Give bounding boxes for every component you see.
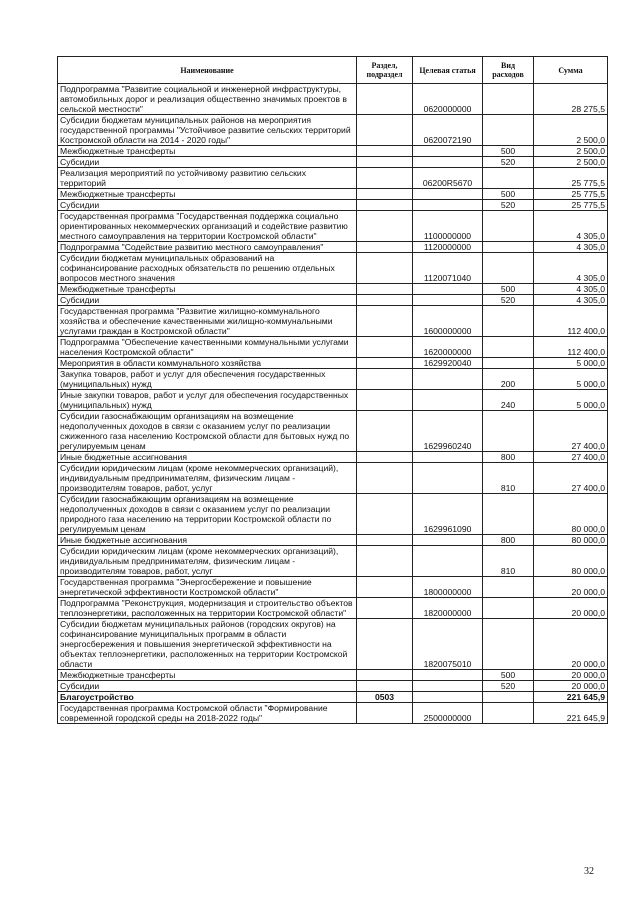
cell-section (357, 577, 413, 598)
cell-section (357, 168, 413, 189)
cell-article: 1629961090 (413, 494, 483, 535)
cell-name: Реализация мероприятий по устойчивому развитию сельских территорий (58, 168, 357, 189)
cell-sum: 112 400,0 (534, 337, 608, 358)
cell-section (357, 115, 413, 146)
cell-section (357, 242, 413, 253)
cell-type: 810 (483, 463, 534, 494)
header-section: Раздел, подраздел (357, 57, 413, 84)
cell-sum: 4 305,0 (534, 295, 608, 306)
cell-sum: 2 500,0 (534, 157, 608, 168)
cell-sum: 221 645,9 (534, 692, 608, 703)
cell-sum: 221 645,9 (534, 703, 608, 724)
table-row (58, 253, 608, 284)
budget-table (57, 56, 608, 724)
cell-name: Субсидии бюджетам муниципальных районов на мероприятия государственной программы "Устойчивое развитие сельских территорий Костромской области на 2014 - 2020 годы" (58, 115, 357, 146)
cell-article: 2500000000 (413, 703, 483, 724)
cell-article (413, 284, 483, 295)
table-header (58, 57, 608, 84)
cell-section (357, 390, 413, 411)
cell-type (483, 242, 534, 253)
cell-type: 520 (483, 157, 534, 168)
cell-article: 0620000000 (413, 84, 483, 115)
cell-name: Субсидии газоснабжающим организациям на возмещение недополученных доходов в связи с оказанием услуг по реализации природного газа населению на территории Костромской области по регулируемым ценам (58, 494, 357, 535)
cell-sum: 28 275,5 (534, 84, 608, 115)
table-row (58, 670, 608, 681)
cell-name: Субсидии бюджетам муниципальных образований на софинансирование расходных обязательств по решению отдельных вопросов местного значения (58, 253, 357, 284)
cell-type: 500 (483, 189, 534, 200)
cell-name: Субсидии (58, 681, 357, 692)
cell-name: Иные бюджетные ассигнования (58, 452, 357, 463)
cell-type (483, 253, 534, 284)
cell-name: Субсидии газоснабжающим организациям на возмещение недополученных доходов в связи с оказанием услуг по реализации сжиженного газа населению Костромской области для бытовых нужд по регулируемым ценам (58, 411, 357, 452)
cell-section (357, 253, 413, 284)
table-row (58, 84, 608, 115)
cell-sum: 80 000,0 (534, 494, 608, 535)
cell-article (413, 681, 483, 692)
cell-type (483, 577, 534, 598)
table-row (58, 369, 608, 390)
cell-type (483, 598, 534, 619)
cell-type: 240 (483, 390, 534, 411)
cell-sum: 27 400,0 (534, 452, 608, 463)
cell-section (357, 681, 413, 692)
table-row (58, 358, 608, 369)
table-row (58, 681, 608, 692)
cell-name: Субсидии юридическим лицам (кроме некоммерческих организаций), индивидуальным предпринимателям, физическим лицам - производителям товаров, работ, услуг (58, 463, 357, 494)
table-row (58, 337, 608, 358)
table-row (58, 284, 608, 295)
header-article: Целевая статья (413, 57, 483, 84)
cell-article (413, 692, 483, 703)
cell-name: Межбюджетные трансферты (58, 189, 357, 200)
cell-sum: 20 000,0 (534, 670, 608, 681)
cell-sum: 20 000,0 (534, 577, 608, 598)
cell-section: 0503 (357, 692, 413, 703)
table-row (58, 115, 608, 146)
cell-article (413, 535, 483, 546)
cell-section (357, 452, 413, 463)
page-number: 32 (584, 866, 594, 877)
cell-sum: 4 305,0 (534, 284, 608, 295)
cell-name: Субсидии (58, 200, 357, 211)
cell-type: 500 (483, 146, 534, 157)
cell-article: 1120071040 (413, 253, 483, 284)
cell-sum: 112 400,0 (534, 306, 608, 337)
cell-sum: 27 400,0 (534, 463, 608, 494)
table-row (58, 157, 608, 168)
cell-sum: 5 000,0 (534, 390, 608, 411)
cell-name: Субсидии бюджетам муниципальных районов (городских округов) на софинансирование муниципальных программ в области энергосбережения и повышения энергетической эффективности на объектах теплоэнергетики, расположенных на территории Костромской области (58, 619, 357, 670)
cell-name: Закупка товаров, работ и услуг для обеспечения государственных (муниципальных) нужд (58, 369, 357, 390)
table-row (58, 577, 608, 598)
cell-article: 1629960240 (413, 411, 483, 452)
cell-section (357, 535, 413, 546)
cell-type (483, 337, 534, 358)
cell-name: Подпрограмма "Реконструкция, модернизация и строительство объектов теплоэнергетики, расположенных на территории Костромской области" (58, 598, 357, 619)
table-row (58, 535, 608, 546)
cell-article (413, 146, 483, 157)
cell-type (483, 692, 534, 703)
cell-section (357, 337, 413, 358)
cell-article: 1120000000 (413, 242, 483, 253)
cell-sum: 80 000,0 (534, 546, 608, 577)
cell-type (483, 306, 534, 337)
cell-section (357, 619, 413, 670)
cell-name: Субсидии (58, 157, 357, 168)
cell-article: 1100000000 (413, 211, 483, 242)
cell-name: Благоустройство (58, 692, 357, 703)
header-sum: Сумма (534, 57, 608, 84)
cell-article: 0620072190 (413, 115, 483, 146)
cell-name: Государственная программа "Энергосбережение и повышение энергетической эффективности Костромской области" (58, 577, 357, 598)
table-row (58, 168, 608, 189)
cell-name: Подпрограмма "Содействие развитию местного самоуправления" (58, 242, 357, 253)
cell-type (483, 494, 534, 535)
cell-type (483, 115, 534, 146)
cell-article: 1629920040 (413, 358, 483, 369)
cell-sum: 25 775,5 (534, 168, 608, 189)
table-row (58, 200, 608, 211)
cell-article (413, 390, 483, 411)
table-row (58, 390, 608, 411)
cell-article (413, 369, 483, 390)
table-row (58, 306, 608, 337)
cell-section (357, 211, 413, 242)
cell-article (413, 157, 483, 168)
cell-article (413, 200, 483, 211)
cell-type (483, 358, 534, 369)
cell-type: 500 (483, 284, 534, 295)
cell-sum: 2 500,0 (534, 115, 608, 146)
table-row (58, 692, 608, 703)
cell-name: Межбюджетные трансферты (58, 670, 357, 681)
header-name: Наименование (58, 57, 357, 84)
cell-sum: 4 305,0 (534, 242, 608, 253)
table-row (58, 211, 608, 242)
cell-type: 520 (483, 200, 534, 211)
cell-section (357, 146, 413, 157)
cell-sum: 5 000,0 (534, 358, 608, 369)
cell-name: Иные бюджетные ассигнования (58, 535, 357, 546)
cell-article (413, 295, 483, 306)
table-row (58, 546, 608, 577)
table-row (58, 463, 608, 494)
cell-section (357, 411, 413, 452)
cell-name: Государственная программа "Развитие жилищно-коммунального хозяйства и обеспечение качественными жилищно-коммунальными услугами граждан в Костромской области" (58, 306, 357, 337)
cell-name: Подпрограмма "Обеспечение качественными коммунальными услугами населения Костромской области" (58, 337, 357, 358)
table-row (58, 411, 608, 452)
cell-type: 200 (483, 369, 534, 390)
table-row (58, 295, 608, 306)
table-row (58, 242, 608, 253)
cell-sum: 4 305,0 (534, 211, 608, 242)
cell-type: 810 (483, 546, 534, 577)
cell-section (357, 295, 413, 306)
cell-article (413, 670, 483, 681)
cell-sum: 5 000,0 (534, 369, 608, 390)
table-row (58, 146, 608, 157)
cell-sum: 20 000,0 (534, 681, 608, 692)
cell-type (483, 84, 534, 115)
cell-section (357, 189, 413, 200)
cell-article: 1820000000 (413, 598, 483, 619)
cell-type (483, 211, 534, 242)
cell-article: 1600000000 (413, 306, 483, 337)
cell-sum: 20 000,0 (534, 598, 608, 619)
cell-section (357, 358, 413, 369)
header-type: Вид расходов (483, 57, 534, 84)
cell-sum: 2 500,0 (534, 146, 608, 157)
cell-type: 800 (483, 535, 534, 546)
cell-name: Межбюджетные трансферты (58, 146, 357, 157)
table-body (58, 84, 608, 724)
cell-section (357, 463, 413, 494)
cell-section (357, 670, 413, 681)
cell-section (357, 369, 413, 390)
cell-sum: 25 775,5 (534, 200, 608, 211)
cell-name: Субсидии юридическим лицам (кроме некоммерческих организаций), индивидуальным предпринимателям, физическим лицам - производителям товаров, работ, услуг (58, 546, 357, 577)
cell-type (483, 411, 534, 452)
cell-type: 500 (483, 670, 534, 681)
cell-sum: 25 775,5 (534, 189, 608, 200)
cell-type (483, 619, 534, 670)
cell-article (413, 189, 483, 200)
cell-type (483, 168, 534, 189)
cell-type: 520 (483, 295, 534, 306)
cell-section (357, 494, 413, 535)
cell-name: Государственная программа Костромской области "Формирование современной городской среды на 2018-2022 годы" (58, 703, 357, 724)
cell-article: 1800000000 (413, 577, 483, 598)
cell-sum: 27 400,0 (534, 411, 608, 452)
cell-section (357, 284, 413, 295)
cell-article: 1820075010 (413, 619, 483, 670)
cell-article (413, 452, 483, 463)
cell-type: 800 (483, 452, 534, 463)
cell-name: Субсидии (58, 295, 357, 306)
cell-name: Подпрограмма "Развитие социальной и инженерной инфраструктуры, автомобильных дорог и реализация общественно значимых проектов в сельской местности" (58, 84, 357, 115)
cell-section (357, 703, 413, 724)
cell-type: 520 (483, 681, 534, 692)
cell-sum: 80 000,0 (534, 535, 608, 546)
cell-section (357, 200, 413, 211)
cell-article: 1620000000 (413, 337, 483, 358)
cell-section (357, 84, 413, 115)
table-row (58, 494, 608, 535)
cell-article (413, 546, 483, 577)
cell-article: 06200R5670 (413, 168, 483, 189)
cell-name: Межбюджетные трансферты (58, 284, 357, 295)
table-row (58, 189, 608, 200)
cell-sum: 20 000,0 (534, 619, 608, 670)
cell-article (413, 463, 483, 494)
table-row (58, 703, 608, 724)
cell-section (357, 546, 413, 577)
cell-section (357, 157, 413, 168)
cell-type (483, 703, 534, 724)
table-row (58, 619, 608, 670)
cell-name: Иные закупки товаров, работ и услуг для обеспечения государственных (муниципальных) нужд (58, 390, 357, 411)
table-row (58, 452, 608, 463)
cell-name: Государственная программа "Государственная поддержка социально ориентированных некоммерческих организаций и содействие развитию местного самоуправления на территории Костромской области" (58, 211, 357, 242)
cell-sum: 4 305,0 (534, 253, 608, 284)
cell-section (357, 306, 413, 337)
cell-name: Мероприятия в области коммунального хозяйства (58, 358, 357, 369)
table-row (58, 598, 608, 619)
cell-section (357, 598, 413, 619)
